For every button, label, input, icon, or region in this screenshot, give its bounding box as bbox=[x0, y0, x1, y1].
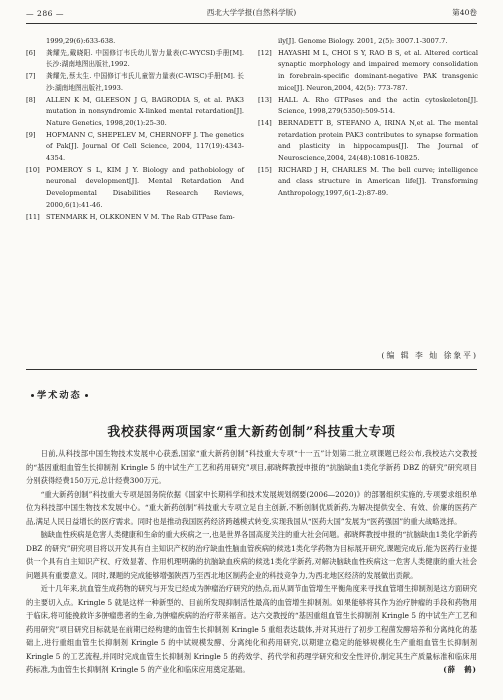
reference-number: [8] bbox=[26, 95, 36, 104]
paragraph: 日前,从科技部中国生物技术发展中心获悉,国家“重大新药创制”科技重大专项“十一五”计划第二批立项课题已经公布,我校达六交教授的“基因重组血管生长抑制剂 Kringle 5 的中试生产工艺和药用研究”项目,郝晓辉教授申报的“抗脑缺血1类化学新药 DBZ 的研究”研究项目分别获得经费150万元,总计经费300万元。 bbox=[26, 449, 477, 485]
reference-item bbox=[26, 48, 244, 71]
references-left-column bbox=[26, 36, 244, 223]
reference-item bbox=[258, 118, 478, 165]
article-body bbox=[26, 447, 477, 677]
page-number: — 286 — bbox=[26, 9, 65, 18]
reference-number: [15] bbox=[258, 165, 272, 174]
reference-number: [14] bbox=[258, 118, 272, 127]
reference-text: ALLEN K M, GLEESON J G, BAGRODIA S, et al. PAK3 mutation in nonsyndromic X-linked mental retardation[J]. Nature Genetics, 1998,20(1):25-30. bbox=[46, 95, 244, 127]
author-credit: (薛 鹤) bbox=[443, 665, 477, 674]
reference-item bbox=[26, 165, 244, 212]
bullet-icon bbox=[85, 394, 88, 397]
editor-credit: (编 辑 李 灿 徐象平) bbox=[381, 351, 478, 360]
reference-item bbox=[258, 95, 478, 118]
reference-text: BERNADETT B, STEFANO A, IRINA N,et al. The mental retardation protein PAK3 contributes to synapse formation and plasticity in hippocampus[J]. The Journal of Neuroscience,2004, 24(48):10816-10825. bbox=[278, 118, 478, 163]
running-header bbox=[26, 2, 477, 24]
reference-text: 龚耀先,戴晓阳. 中国修订韦氏幼儿智力量表(C-WYCSI)手册[M]. 长沙:湖南地图出版社,1992. bbox=[46, 48, 244, 69]
reference-text: 1999,29(6):633-638. bbox=[46, 37, 116, 45]
reference-item bbox=[26, 95, 244, 130]
reference-text: HALL A. Rho GTPases and the actin cytoskeleton[J]. Science, 1998,279(5350):509-514. bbox=[278, 95, 478, 116]
reference-text: ily[J]. Genome Biology. 2001, 2(5): 3007.1-3007.7. bbox=[278, 37, 448, 45]
section-divider bbox=[26, 369, 477, 370]
paragraph: “重大新药创制”科技重大专项是国务院依据《国家中长期科学和技术发展规划纲要(2006—2020)》的部署组织实施的,专项要求组织单位为科技部中国生物技术发展中心。“重大新药创制”科技重大专项立足自主创新,不断创制优质新药,为解决提供安全、有效、价廉的医药产品,满足人民日益增长的医疗需求。同时也是推动我国医药经济跨越模式转变,实现我国从“医药大国”发展为“医药强国”的重大战略选择。 bbox=[26, 489, 477, 526]
reference-item bbox=[26, 71, 244, 94]
section-heading-text: 学术动态 bbox=[37, 390, 82, 401]
reference-number: [9] bbox=[26, 130, 36, 139]
journal-name: 西北大学学报(自然科学版) bbox=[206, 8, 297, 17]
reference-number: [6] bbox=[26, 48, 36, 57]
article-title: 我校获得两项国家“重大新药创制”科技重大专项 bbox=[107, 425, 396, 440]
references-right-column bbox=[258, 36, 478, 200]
paragraph-text: 近十几年来,抗血管生成药物的研究与开发已经成为肿瘤治疗研究的热点,而从调节血管增生平衡角度来寻找血管增生抑制剂是这方面研究的主要切入点。Kringle 5 就是这样一种新型的、目前所发现抑制活性最高的血管增生抑制剂。如果能够将其作为治疗肿瘤的手段和药物用于临床,将可能挽救许多肿瘤患者的生命,为肿瘤疾病的治疗带来福音。达六交教授的“基因重组血管生长抑制剂 Kringle 5 的中试生产工艺和药用研究”项目研究目标就是在前期已经构建的血管生长抑制剂 Kringle 5 重组表达载体,并对其进行了初步工程菌发酵培养和分离纯化的基础上,进行重组血管生长抑制剂 Kringle 5 的中试规模发酵、分离纯化和药用研究,以期建立稳定的能够规模化生产重组血管生长抑制剂 Kringle 5 的工艺流程,并同时完成血管生长抑制剂 Kringle 5 的药效学、药代学和药理学研究和安全性评价,制定其生产质量标准和临床用药标准,为血管生长抑制剂 Kringle 5 的产业化和临床应用奠定基础。 bbox=[26, 584, 477, 674]
reference-number: [13] bbox=[258, 95, 272, 104]
section-heading bbox=[28, 387, 91, 401]
reference-text: 龚耀先,蔡太生. 中国修订韦氏儿童智力量表(C-WISC)手册[M]. 长沙:湖南地图出版社,1993. bbox=[46, 72, 244, 92]
reference-text: POMEROY S L, KIM J Y. Biology and pathobiology of neuronal development[J]. Mental Retardation And Developmental Disabilities Research Reviews, 2000,6(1):41-46. bbox=[46, 165, 244, 209]
reference-number: [10] bbox=[26, 165, 40, 174]
reference-item bbox=[26, 212, 244, 224]
reference-item bbox=[258, 36, 478, 48]
paragraph bbox=[26, 582, 477, 677]
bullet-icon bbox=[31, 394, 34, 397]
paragraph: 脑缺血性疾病是危害人类健康和生命的重大疾病之一,也是世界各国高度关注的重大社会问题。郝晓辉教授申报的“抗脑缺血1类化学新药 DBZ 的研究”研究项目将以开发具有自主知识产权的治疗缺血性脑血管疾病的候选1类化学药物为目标展开研究,课题完成后,能为医药行业提供一个具有自主知识产权、疗效显著、作用机理明确的抗脑缺血疾病的候选1类化学新药,对解决脑缺血性疾病这一危害人类健康的重大社会问题具有重要意义。同时,课题的完成能够增强陕西乃至西北地区制药企业的科技竞争力,为西北地区经济的发展做出贡献。 bbox=[26, 530, 477, 580]
reference-number: [11] bbox=[26, 212, 40, 221]
reference-text: STENMARK H, OLKKONEN V M. The Rab GTPase fam- bbox=[46, 212, 235, 221]
reference-text: HAYASHI M L, CHOI S Y, RAO B S, et al. Altered cortical synaptic morphology and impaired memory consolidation in forebrain-specific dominant-negative PAK transgenic mice[J]. Neuron,2004, 42(5): 773-787. bbox=[278, 48, 478, 92]
reference-item bbox=[258, 48, 478, 95]
reference-text: RICHARD J H, CHARLES M. The bell curve; intelligence and class structure in American life[J]. Transforming Anthropology,1997,6(1-2):87-89. bbox=[278, 165, 478, 198]
reference-item bbox=[26, 130, 244, 165]
reference-text: HOFMANN C, SHEPELEV M, CHERNOFF J. The genetics of Pak[J]. Journal Of Cell Science, 2004, 117(19):4343-4354. bbox=[46, 130, 244, 163]
reference-item bbox=[258, 165, 478, 200]
reference-number: [12] bbox=[258, 48, 272, 57]
volume-number: 第40卷 bbox=[452, 8, 477, 17]
reference-number: [7] bbox=[26, 72, 36, 81]
reference-item bbox=[26, 36, 244, 48]
